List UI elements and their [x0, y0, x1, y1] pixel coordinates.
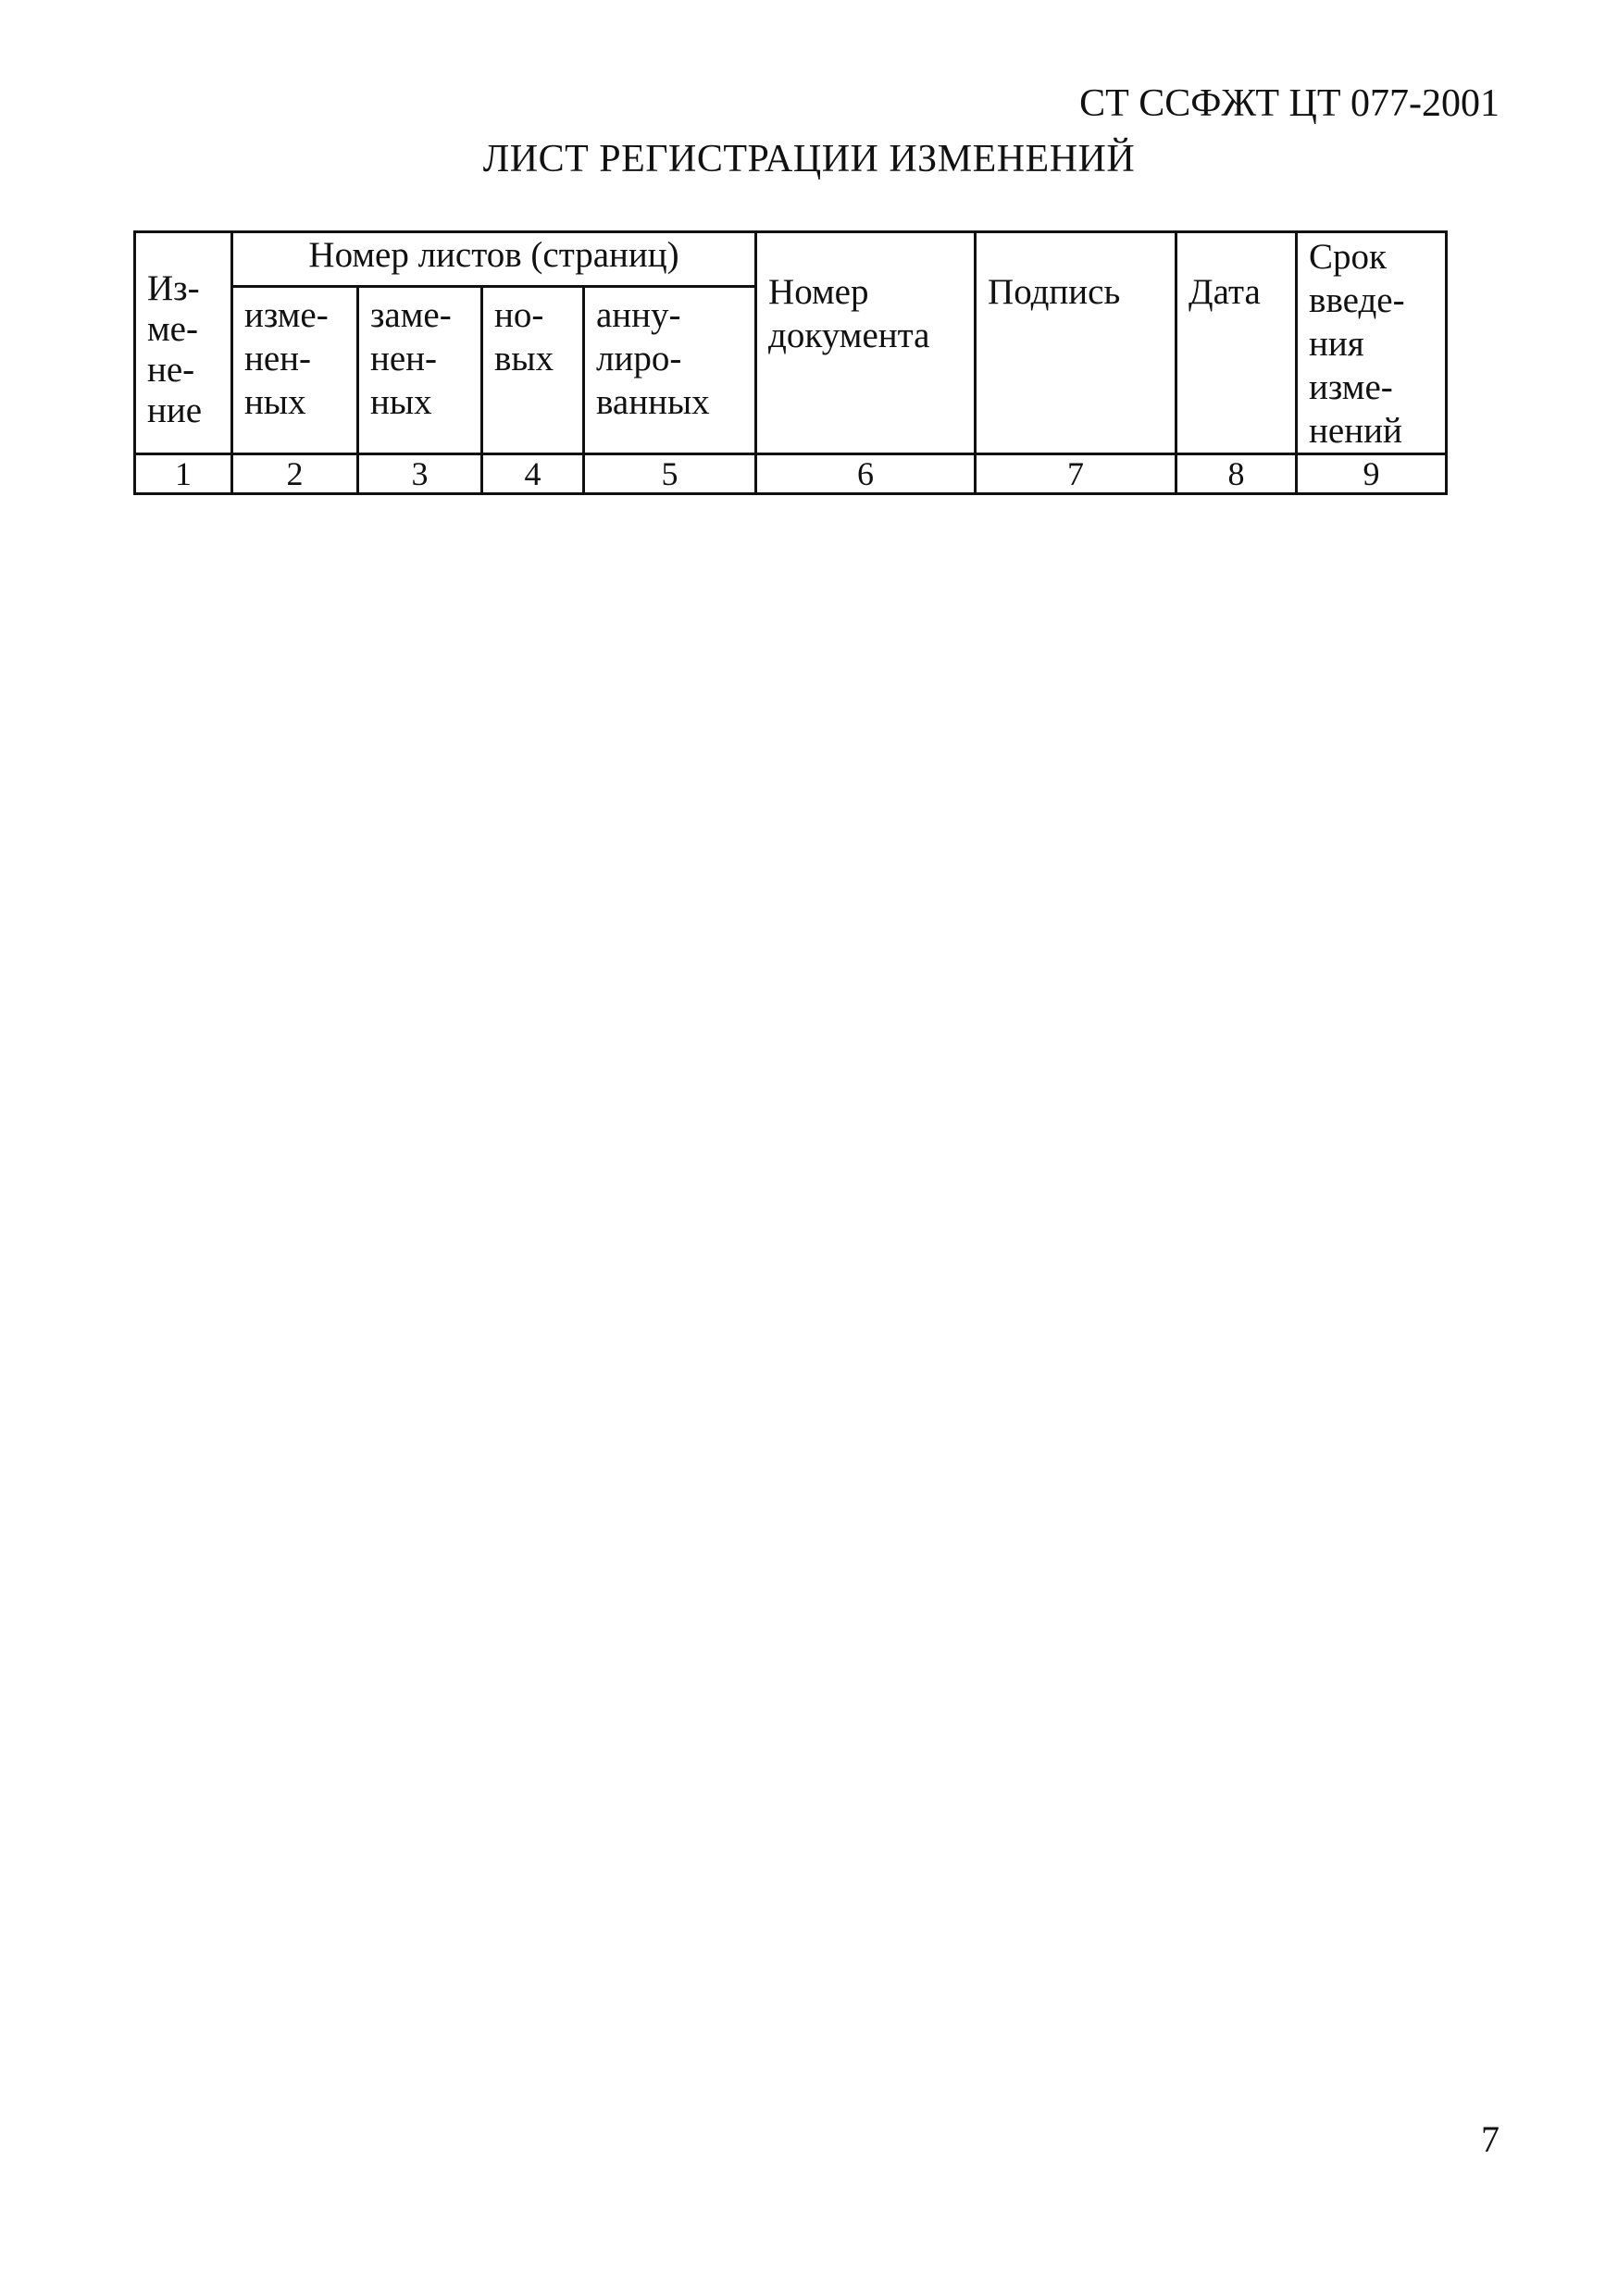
page-title: ЛИСТ РЕГИСТРАЦИИ ИЗМЕНЕНИЙ	[482, 138, 1136, 180]
header-row-top	[135, 232, 1447, 287]
header-change-cell: Из- ме- не- ние	[135, 232, 232, 454]
header-term-cell: Срок введе- ния изме- нений	[1297, 232, 1447, 454]
header-new-cell: но- вых	[482, 287, 584, 454]
column-number-cell: 4	[482, 454, 584, 494]
column-number-cell: 1	[135, 454, 232, 494]
document-code: СТ ССФЖТ ЦТ 077-2001	[1079, 82, 1500, 125]
header-document-number-cell: Номер документа	[756, 232, 976, 454]
column-number-row	[135, 454, 1447, 494]
header-annulled-cell: анну- лиро- ванных	[584, 287, 756, 454]
header-date-cell: Дата	[1176, 232, 1297, 454]
header-signature-cell: Подпись	[976, 232, 1176, 454]
column-number-cell: 6	[756, 454, 976, 494]
column-number-cell: 9	[1297, 454, 1447, 494]
column-number-cell: 8	[1176, 454, 1297, 494]
header-replaced-cell: заме- нен- ных	[358, 287, 482, 454]
column-number-cell: 2	[232, 454, 358, 494]
header-changed-cell: изме- нен- ных	[232, 287, 358, 454]
change-registration-table	[133, 230, 1448, 495]
page-number: 7	[1481, 2118, 1500, 2160]
header-sheet-numbers-cell: Номер листов (страниц)	[232, 232, 756, 287]
column-number-cell: 3	[358, 454, 482, 494]
column-number-cell: 7	[976, 454, 1176, 494]
column-number-cell: 5	[584, 454, 756, 494]
